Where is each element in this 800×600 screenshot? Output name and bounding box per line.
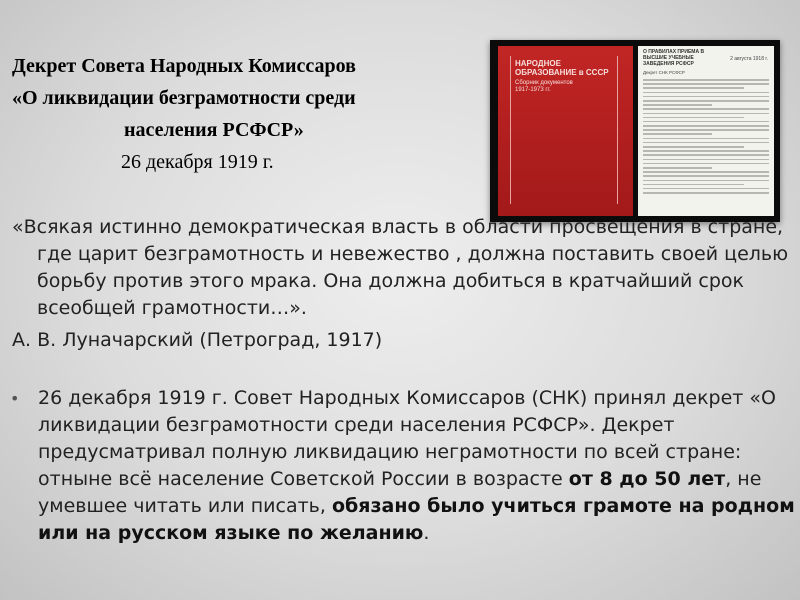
book-subtitle: Сборник документов — [515, 80, 573, 86]
book-title: НАРОДНОЕ ОБРАЗОВАНИЕ в СССР — [515, 59, 609, 77]
quote-text: «Всякая истинно демократическая власть в области просвещения в стране, где царит безграмотность и невежество , должна поставить своей целью борьбу против этого мрака. Она должна добиться в кратчайший срок всеобщей грамотности…». — [12, 216, 789, 319]
page-heading: О ПРАВИЛАХ ПРИЕМА В ВЫСШИЕ УЧЕБНЫЕ ЗАВЕДЕНИЯ РСФСР — [643, 49, 705, 67]
book-cover — [498, 46, 633, 216]
bullet-obligation: обязано было учиться грамоте на родном или на русском языке по желанию — [38, 495, 795, 544]
page-date: 2 августа 1918 г. — [730, 56, 768, 62]
bullet-text — [38, 385, 795, 547]
bullet-dot-icon: • — [10, 389, 20, 408]
heading-line-1: Декрет Совета Народных Комиссаров — [12, 55, 356, 77]
slide-heading — [12, 50, 532, 178]
heading-line-3: населения РСФСР» — [124, 119, 304, 141]
decree-book-photo — [490, 40, 780, 222]
heading-date: 26 декабря 1919 г. — [121, 151, 274, 173]
quote-author: А. В. Луначарский (Петроград, 1917) — [12, 329, 383, 351]
book-years: 1917-1973 гг. — [515, 87, 551, 93]
lunacharsky-quote — [12, 214, 792, 354]
bullet-text-part-1: 26 декабря 1919 г. Совет Народных Комиссаров (СНК) принял декрет «О ликвидации безграмотности среди населения РСФСР». Декрет предусматривал полную ликвидацию неграмотности по всей стране: отныне всё население Советской России в возрасте — [38, 387, 776, 490]
page-text-lines — [643, 79, 769, 194]
bullet-text-part-5: . — [423, 522, 430, 544]
decree-bullet — [10, 385, 795, 547]
bullet-text-part-3: , не умевшее читать или писать, — [38, 468, 762, 517]
document-page — [638, 46, 774, 216]
bullet-age-range: от 8 до 50 лет — [568, 468, 726, 490]
heading-line-2: «О ликвидации безграмотности среди — [12, 87, 356, 109]
page-subheading: Декрет СНК РСФСР — [643, 70, 685, 75]
